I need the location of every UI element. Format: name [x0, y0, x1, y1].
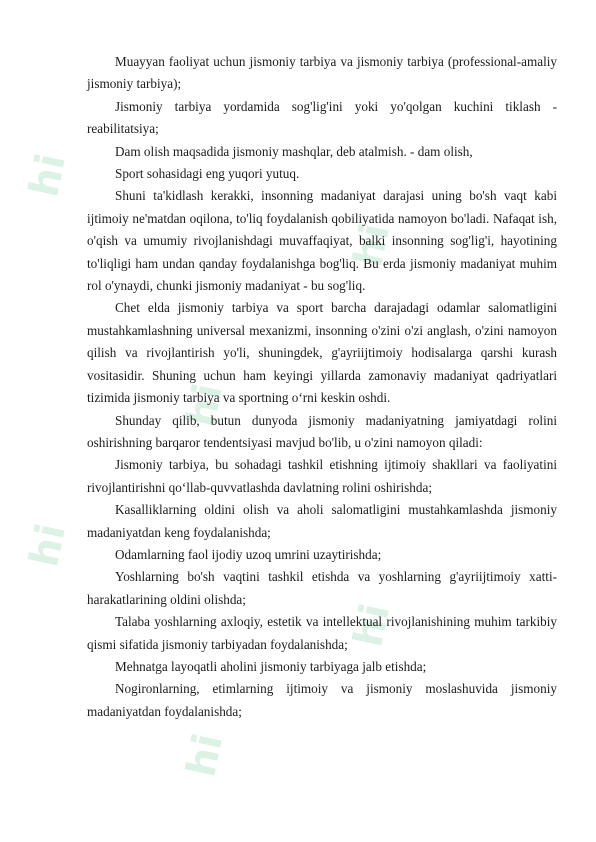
svg-text:hi: hi: [21, 149, 76, 201]
paragraph: Shunday qilib, butun dunyoda jismoniy madaniyatning jamiyatdagi rolini oshirishning barqaror tendentsiyasi mavjud bo'lib, u o'zini namoyon qiladi:: [87, 412, 557, 450]
paragraph: Shuni ta'kidlash kerakki, insonning madaniyat darajasi uning bo'sh vaqt kabi ijtimoiy ne'matdan oqilona, to'liq foydalanish qobiliyatida namoyon bo'ladi. Nafaqat ish, o'qish va umumiy rivojlanishdagi muvaffaqiyat, balki insonning sog'lig'i, hayotining to'liqligi ham undan qanday foydalanishga bog'liq. Bu erda jismoniy madaniyat muhim rol o'ynaydi, chunki jismoniy madaniyat - bu sog'liq.: [87, 188, 557, 294]
body-text: [87, 51, 557, 723]
paragraph: Talaba yoshlarning axloqiy, estetik va intellektual rivojlanishining muhim tarkibiy qismi sifatida jismoniy tarbiyadan foydalanishda;: [87, 614, 557, 652]
paragraph: Sport sohasidagi eng yuqori yutuq.: [115, 166, 300, 182]
paragraph: Chet elda jismoniy tarbiya va sport barcha darajadagi odamlar salomatligini mustahkamlashning universal mexanizmi, insonning o'zini o'zi anglash, o'zini namoyon qilish va rivojlantirish yo'li, shuningdek, g'ayriijtimoiy hodisalarga qarshi kurash vositasidir. Shuning uchun ham keyingi yillarda zamonaviy madaniyat qadriyatlari tizimida jismoniy tarbiya va sportning o‘rni keskin oshdi.: [87, 300, 557, 406]
paragraph: Nogironlarning, etimlarning ijtimoiy va jismoniy moslashuvida jismoniy madaniyatdan foydalanishda;: [87, 681, 557, 719]
svg-text:hi: hi: [178, 729, 233, 781]
paragraph: Mehnatga layoqatli aholini jismoniy tarbiyaga jalb etishda;: [115, 658, 427, 674]
svg-text:hi: hi: [345, 219, 400, 271]
paragraph: Dam olish maqsadida jismoniy mashqlar, deb atalmish. - dam olish,: [115, 143, 473, 159]
svg-text:hi: hi: [345, 599, 400, 651]
paragraph: Odamlarning faol ijodiy uzoq umrini uzaytirishda;: [115, 546, 382, 562]
paragraph: Jismoniy tarbiya, bu sohadagi tashkil etishning ijtimoiy shakllari va faoliyatini rivojlantirishni qo‘llab-quvvatlashda davlatning rolini oshirishda;: [87, 457, 557, 495]
svg-text:hi: hi: [21, 519, 76, 571]
paragraph: Kasalliklarning oldini olish va aholi salomatligini mustahkamlashda jismoniy madaniyatdan keng foydalanishda;: [87, 502, 557, 540]
paragraph: Yoshlarning bo'sh vaqtini tashkil etishda va yoshlarning g'ayriijtimoiy xatti-harakatlarining oldini olishda;: [87, 569, 557, 607]
svg-text:hi: hi: [178, 379, 233, 431]
paragraph: Muayyan faoliyat uchun jismoniy tarbiya va jismoniy tarbiya (professional-amaliy jismoniy tarbiya);: [87, 54, 557, 92]
paragraph: Jismoniy tarbiya yordamida sog'lig'ini yoki yo'qolgan kuchini tiklash - reabilitatsiya;: [87, 98, 557, 137]
